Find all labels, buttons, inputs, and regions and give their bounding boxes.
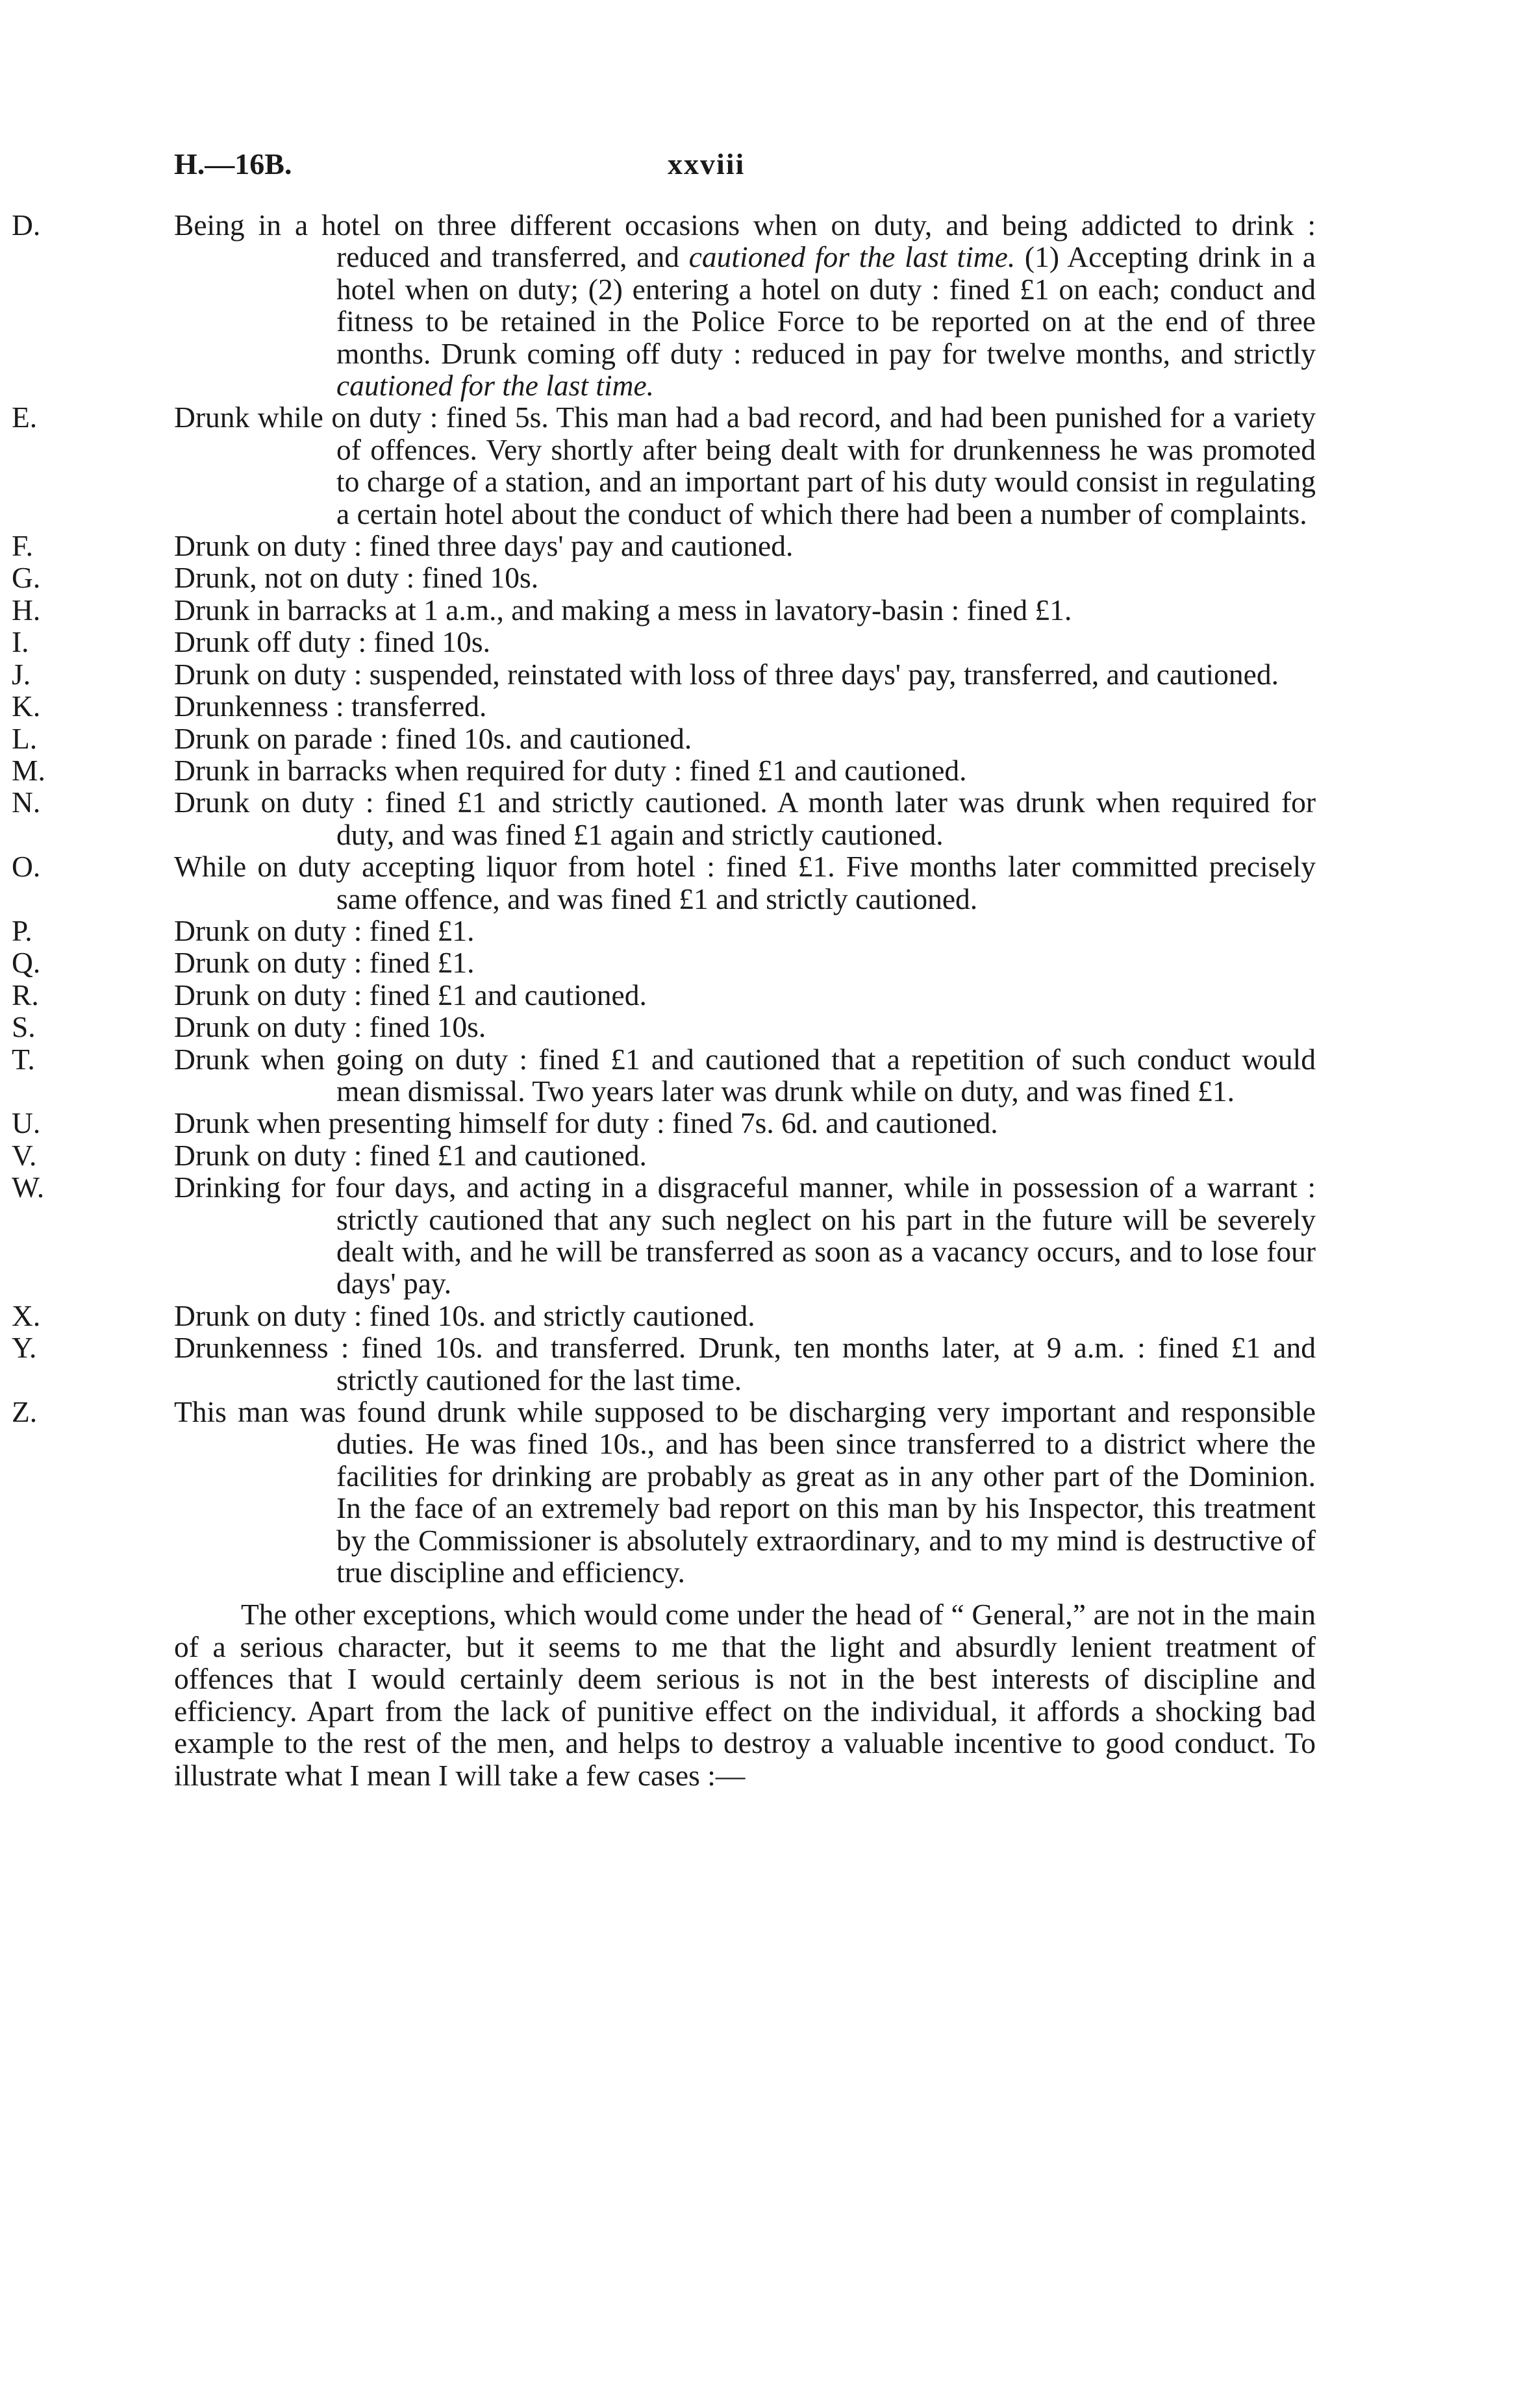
case-entry: K. Drunkenness : transferred.: [12, 689, 487, 723]
case-text-italic: cautioned for the last time.: [688, 240, 1016, 274]
case-entry: I. Drunk off duty : fined 10s.: [12, 625, 490, 659]
case-entry: V. Drunk on duty : fined £1 and cautioned.: [12, 1138, 647, 1172]
case-entry: H. Drunk in barracks at 1 a.m., and making a mess in lavatory-basin : fined £1.: [12, 593, 1072, 627]
case-text: Drunk when going on duty : fined £1 and cautioned that a repetition of such conduct would mean dismissal. Two years later was drunk while on duty, and was fined £1.: [174, 1042, 1316, 1108]
case-text: Drunk in barracks when required for duty : fined £1 and cautioned.: [174, 753, 967, 787]
case-text: Drunk on duty : fined £1 and cautioned.: [174, 1138, 647, 1172]
case-text: Drunk, not on duty : fined 10s.: [174, 561, 539, 595]
case-text: Drunk on parade : fined 10s. and cautioned.: [174, 721, 692, 755]
case-entry: Q. Drunk on duty : fined £1.: [12, 946, 475, 980]
case-text: Drunkenness : fined 10s. and transferred. Drunk, ten months later, at 9 a.m. : fined £1 and strictly cautioned for the last time.: [174, 1331, 1316, 1396]
case-entry: J. Drunk on duty : suspended, reinstated with loss of three days' pay, transferred, and cautioned.: [12, 657, 1279, 691]
case-entry: D. Being in a hotel on three different occasions when on duty, and being addicted to drink : reduced and transferred, and cautioned for the last time. (1) Accepting drink in a hotel when on duty; (2) entering a hotel on duty : fined £1 on each; conduct and fitness to be retained in the Police Force to be reported on at the end of three months. Drunk coming off duty : reduced in pay for twelve months, and strictly cautioned for the last time.: [12, 208, 1316, 403]
case-text: Being in a hotel on three different occasions when on duty, and being addicted to drink : reduced and transferred, and: [174, 208, 1316, 274]
case-entry: S. Drunk on duty : fined 10s.: [12, 1010, 486, 1044]
case-entry: N. Drunk on duty : fined £1 and strictly cautioned. A month later was drunk when required for duty, and was fined £1 again and strictly cautioned.: [12, 786, 1316, 851]
case-entry: Z. This man was found drunk while supposed to be discharging very important and responsible duties. He was fined 10s., and has been since transferred to a district where the facilities for drinking are probably as great as in any other part of the Dominion. In the face of an extremely bad report on this man by his Inspector, this treatment by the Commissioner is absolutely extraordinary, and to my mind is destructive of true discipline and efficiency.: [12, 1395, 1316, 1589]
case-entry: T. Drunk when going on duty : fined £1 and cautioned that a repetition of such conduct would mean dismissal. Two years later was drunk while on duty, and was fined £1.: [12, 1042, 1316, 1108]
case-text: Drunk on duty : fined three days' pay and cautioned.: [174, 529, 794, 563]
case-entry: X. Drunk on duty : fined 10s. and strictly cautioned.: [12, 1298, 755, 1332]
case-entry: R. Drunk on duty : fined £1 and cautioned.: [12, 978, 647, 1012]
case-text: Drunk on duty : fined 10s.: [174, 1010, 486, 1044]
case-text: Drunk in barracks at 1 a.m., and making a mess in lavatory-basin : fined £1.: [174, 593, 1072, 627]
case-text: Drinking for four days, and acting in a disgraceful manner, while in possession of a warrant : strictly cautioned that any such neglect on his part in the future will be severely dealt with, and he will be transferred as soon as a vacancy occurs, and to lose four days' pay.: [174, 1171, 1316, 1300]
case-entry: P. Drunk on duty : fined £1.: [12, 913, 475, 947]
case-text: Drunkenness : transferred.: [174, 689, 487, 723]
case-entry: F. Drunk on duty : fined three days' pay and cautioned.: [12, 529, 794, 563]
document-code: H.—16B.: [174, 147, 292, 180]
case-entry: E. Drunk while on duty : fined 5s. This man had a bad record, and had been punished for a variety of offences. Very shortly after being dealt with for drunkenness he was promoted to charge of a station, and an important part of his duty would consist in regulating a certain hotel about the conduct of which there had been a number of complaints.: [12, 401, 1316, 530]
case-text: Drunk off duty : fined 10s.: [174, 625, 490, 659]
case-text: While on duty accepting liquor from hotel : fined £1. Five months later committed precisely same offence, and was fined £1 and strictly cautioned.: [174, 850, 1316, 915]
case-text: Drunk on duty : fined £1.: [174, 913, 475, 947]
case-text: (1) Accepting drink in a hotel when on duty; (2) entering a hotel on duty : fined £1 on each; conduct and fitness to be retained in the Police Force to be reported on at the end of three months. Drunk coming off duty : reduced in pay for twelve months, and strictly: [336, 240, 1316, 370]
closing-paragraph: The other exceptions, which would come under the head of “ General,” are not in the main of a serious character, but it seems to me that the light and absurdly lenient treatment of offences that I would certainly deem serious is not in the best interests of discipline and efficiency. Apart from the lack of punitive effect on the individual, it affords a shocking bad example to the rest of the men, and helps to destroy a valuable incentive to good conduct. To illustrate what I mean I will take a few cases :—: [174, 1598, 1316, 1792]
page-content: [12, 208, 1316, 1792]
case-text: Drunk on duty : fined 10s. and strictly cautioned.: [174, 1298, 755, 1332]
case-text: Drunk while on duty : fined 5s. This man had a bad record, and had been punished for a variety of offences. Very shortly after being dealt with for drunkenness he was promoted to charge of a station, and an important part of his duty would consist in regulating a certain hotel about the conduct of which there had been a number of complaints.: [174, 401, 1316, 530]
case-text: This man was found drunk while supposed to be discharging very important and responsible duties. He was fined 10s., and has been since transferred to a district where the facilities for drinking are probably as great as in any other part of the Dominion. In the face of an extremely bad report on this man by his Inspector, this treatment by the Commissioner is absolutely extraordinary, and to my mind is destructive of true discipline and efficiency.: [174, 1395, 1316, 1589]
case-entry: M. Drunk in barracks when required for duty : fined £1 and cautioned.: [12, 753, 967, 787]
case-entry: L. Drunk on parade : fined 10s. and cautioned.: [12, 721, 692, 755]
case-list: [12, 208, 1316, 1589]
page-number: xxviii: [668, 147, 746, 180]
case-entry: G. Drunk, not on duty : fined 10s.: [12, 561, 539, 595]
case-text: Drunk on duty : fined £1 and strictly cautioned. A month later was drunk when required for duty, and was fined £1 again and strictly cautioned.: [174, 786, 1316, 851]
case-entry: Y. Drunkenness : fined 10s. and transferred. Drunk, ten months later, at 9 a.m. : fined £1 and strictly cautioned for the last time.: [12, 1331, 1316, 1396]
case-text-italic: cautioned for the last time.: [336, 369, 655, 403]
case-text: Drunk on duty : suspended, reinstated with loss of three days' pay, transferred, and cautioned.: [174, 657, 1279, 691]
case-entry: U. Drunk when presenting himself for duty : fined 7s. 6d. and cautioned.: [12, 1106, 998, 1140]
case-text: Drunk when presenting himself for duty : fined 7s. 6d. and cautioned.: [174, 1106, 998, 1140]
case-entry: W. Drinking for four days, and acting in a disgraceful manner, while in possession of a warrant : strictly cautioned that any such neglect on his part in the future will be severely dealt with, and he will be transferred as soon as a vacancy occurs, and to lose four days' pay.: [12, 1171, 1316, 1300]
case-entry: O. While on duty accepting liquor from hotel : fined £1. Five months later committed precisely same offence, and was fined £1 and strictly cautioned.: [12, 850, 1316, 915]
case-text: Drunk on duty : fined £1 and cautioned.: [174, 978, 647, 1012]
case-text: Drunk on duty : fined £1.: [174, 946, 475, 980]
